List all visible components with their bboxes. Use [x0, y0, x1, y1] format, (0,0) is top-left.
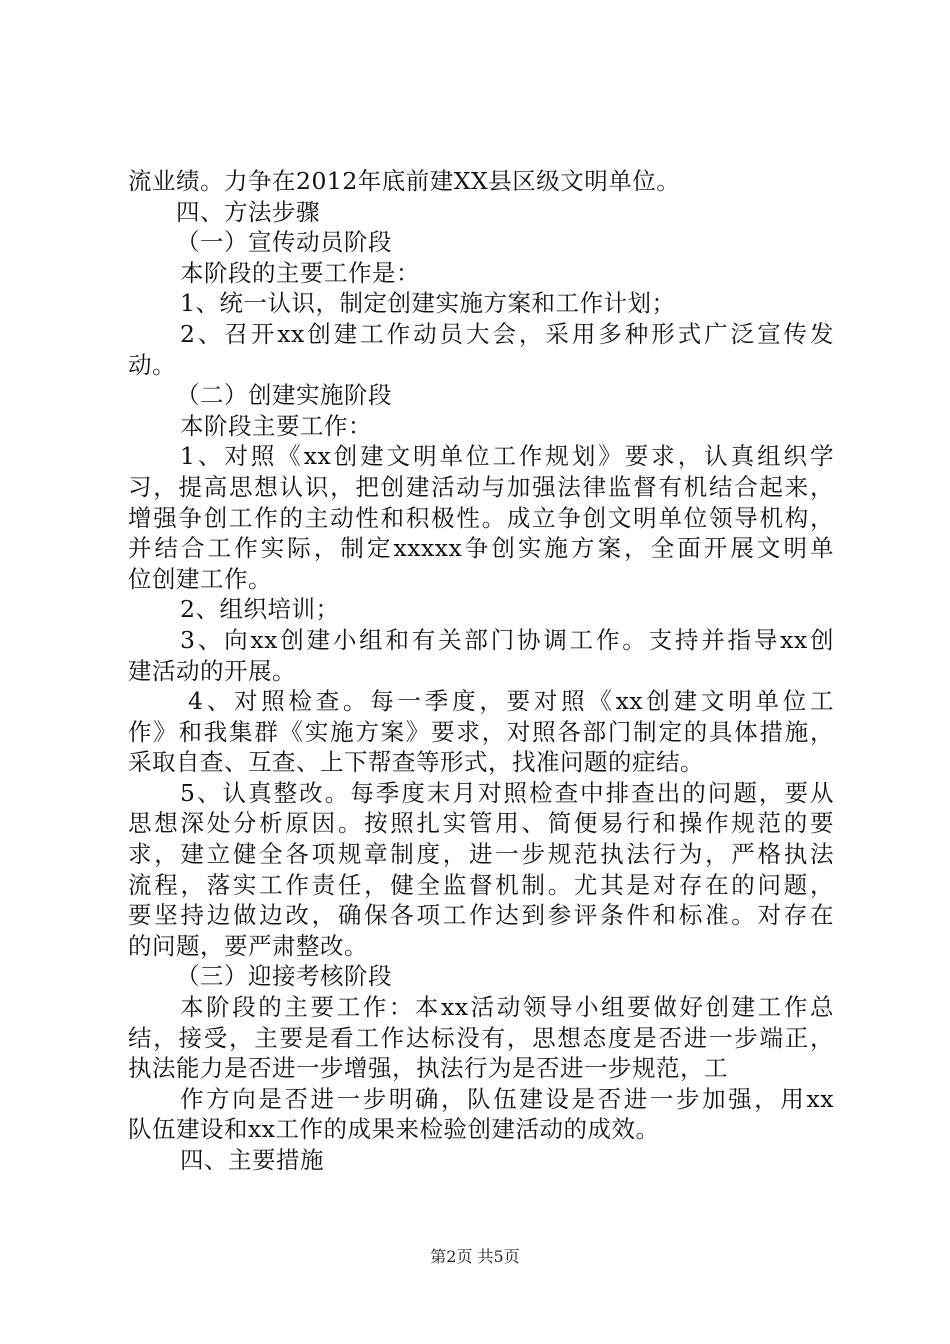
- text-line: 作》和我集群《实施方案》要求，对照各部门制定的具体措施，: [128, 717, 834, 746]
- text-line: 流程，落实工作责任，健全监督机制。尤其是对存在的问题，: [128, 870, 834, 899]
- text-line: 要坚持边做边改，确保各项工作达到参评条件和标准。对存在: [128, 901, 834, 930]
- text-line: 求，建立健全各项规章制度，进一步规范执法行为，严格执法: [128, 840, 834, 869]
- text-line: 增强争创工作的主动性和积极性。成立争创文明单位领导机构，: [128, 503, 834, 532]
- page-footer: 第2页 共5页: [430, 1247, 520, 1266]
- text-line: 5、认真整改。每季度末月对照检查中排查出的问题，要从: [180, 778, 834, 807]
- text-line: （三）迎接考核阶段: [176, 962, 392, 991]
- text-line: 结，接受，主要是看工作达标没有，思想态度是否进一步端正，: [128, 1023, 834, 1052]
- text-line: 1、统一认识，制定创建实施方案和工作计划；: [180, 289, 676, 318]
- text-line: （二）创建实施阶段: [176, 381, 392, 410]
- text-line: 的问题，要严肃整改。: [128, 931, 368, 960]
- text-line: 建活动的开展。: [128, 656, 296, 685]
- text-line: （一）宣传动员阶段: [176, 228, 392, 257]
- text-line: 位创建工作。: [128, 564, 272, 593]
- document-body: [128, 166, 834, 1176]
- text-line: 动。: [128, 350, 176, 379]
- text-line: 执法能力是否进一步增强，执法行为是否进一步规范，工: [128, 1054, 728, 1083]
- text-line: 2、召开xx创建工作动员大会，采用多种形式广泛宣传发: [180, 319, 834, 348]
- text-line: 队伍建设和xx工作的成果来检验创建活动的成效。: [128, 1115, 660, 1144]
- text-line: 四、方法步骤: [176, 197, 320, 226]
- text-line: 1、对照《xx创建文明单位工作规划》要求，认真组织学: [180, 442, 834, 471]
- text-line: 习，提高思想认识，把创建活动与加强法律监督有机结合起来，: [128, 472, 834, 501]
- text-line: 流业绩。力争在2012年底前建XX县区级文明单位。: [128, 167, 681, 195]
- text-line: 本阶段主要工作：: [180, 411, 372, 440]
- text-line: 本阶段的主要工作是：: [180, 258, 420, 287]
- text-line: 思想深处分析原因。按照扎实管用、简便易行和操作规范的要: [128, 809, 834, 838]
- text-line: 本阶段的主要工作：本xx活动领导小组要做好创建工作总: [180, 993, 834, 1022]
- text-line: 并结合工作实际，制定xxxxx争创实施方案，全面开展文明单: [128, 534, 834, 563]
- text-line: 四、主要措施: [180, 1146, 324, 1174]
- text-line: 3、向xx创建小组和有关部门协调工作。支持并指导xx创: [180, 625, 834, 654]
- text-line: 4、对照检查。每一季度，要对照《xx创建文明单位工: [188, 687, 834, 716]
- text-line: 作方向是否进一步明确，队伍建设是否进一步加强，用xx: [180, 1084, 834, 1113]
- text-line: 2、组织培训；: [180, 595, 340, 624]
- text-line: 采取自查、互查、上下帮查等形式，找准问题的症结。: [128, 748, 704, 777]
